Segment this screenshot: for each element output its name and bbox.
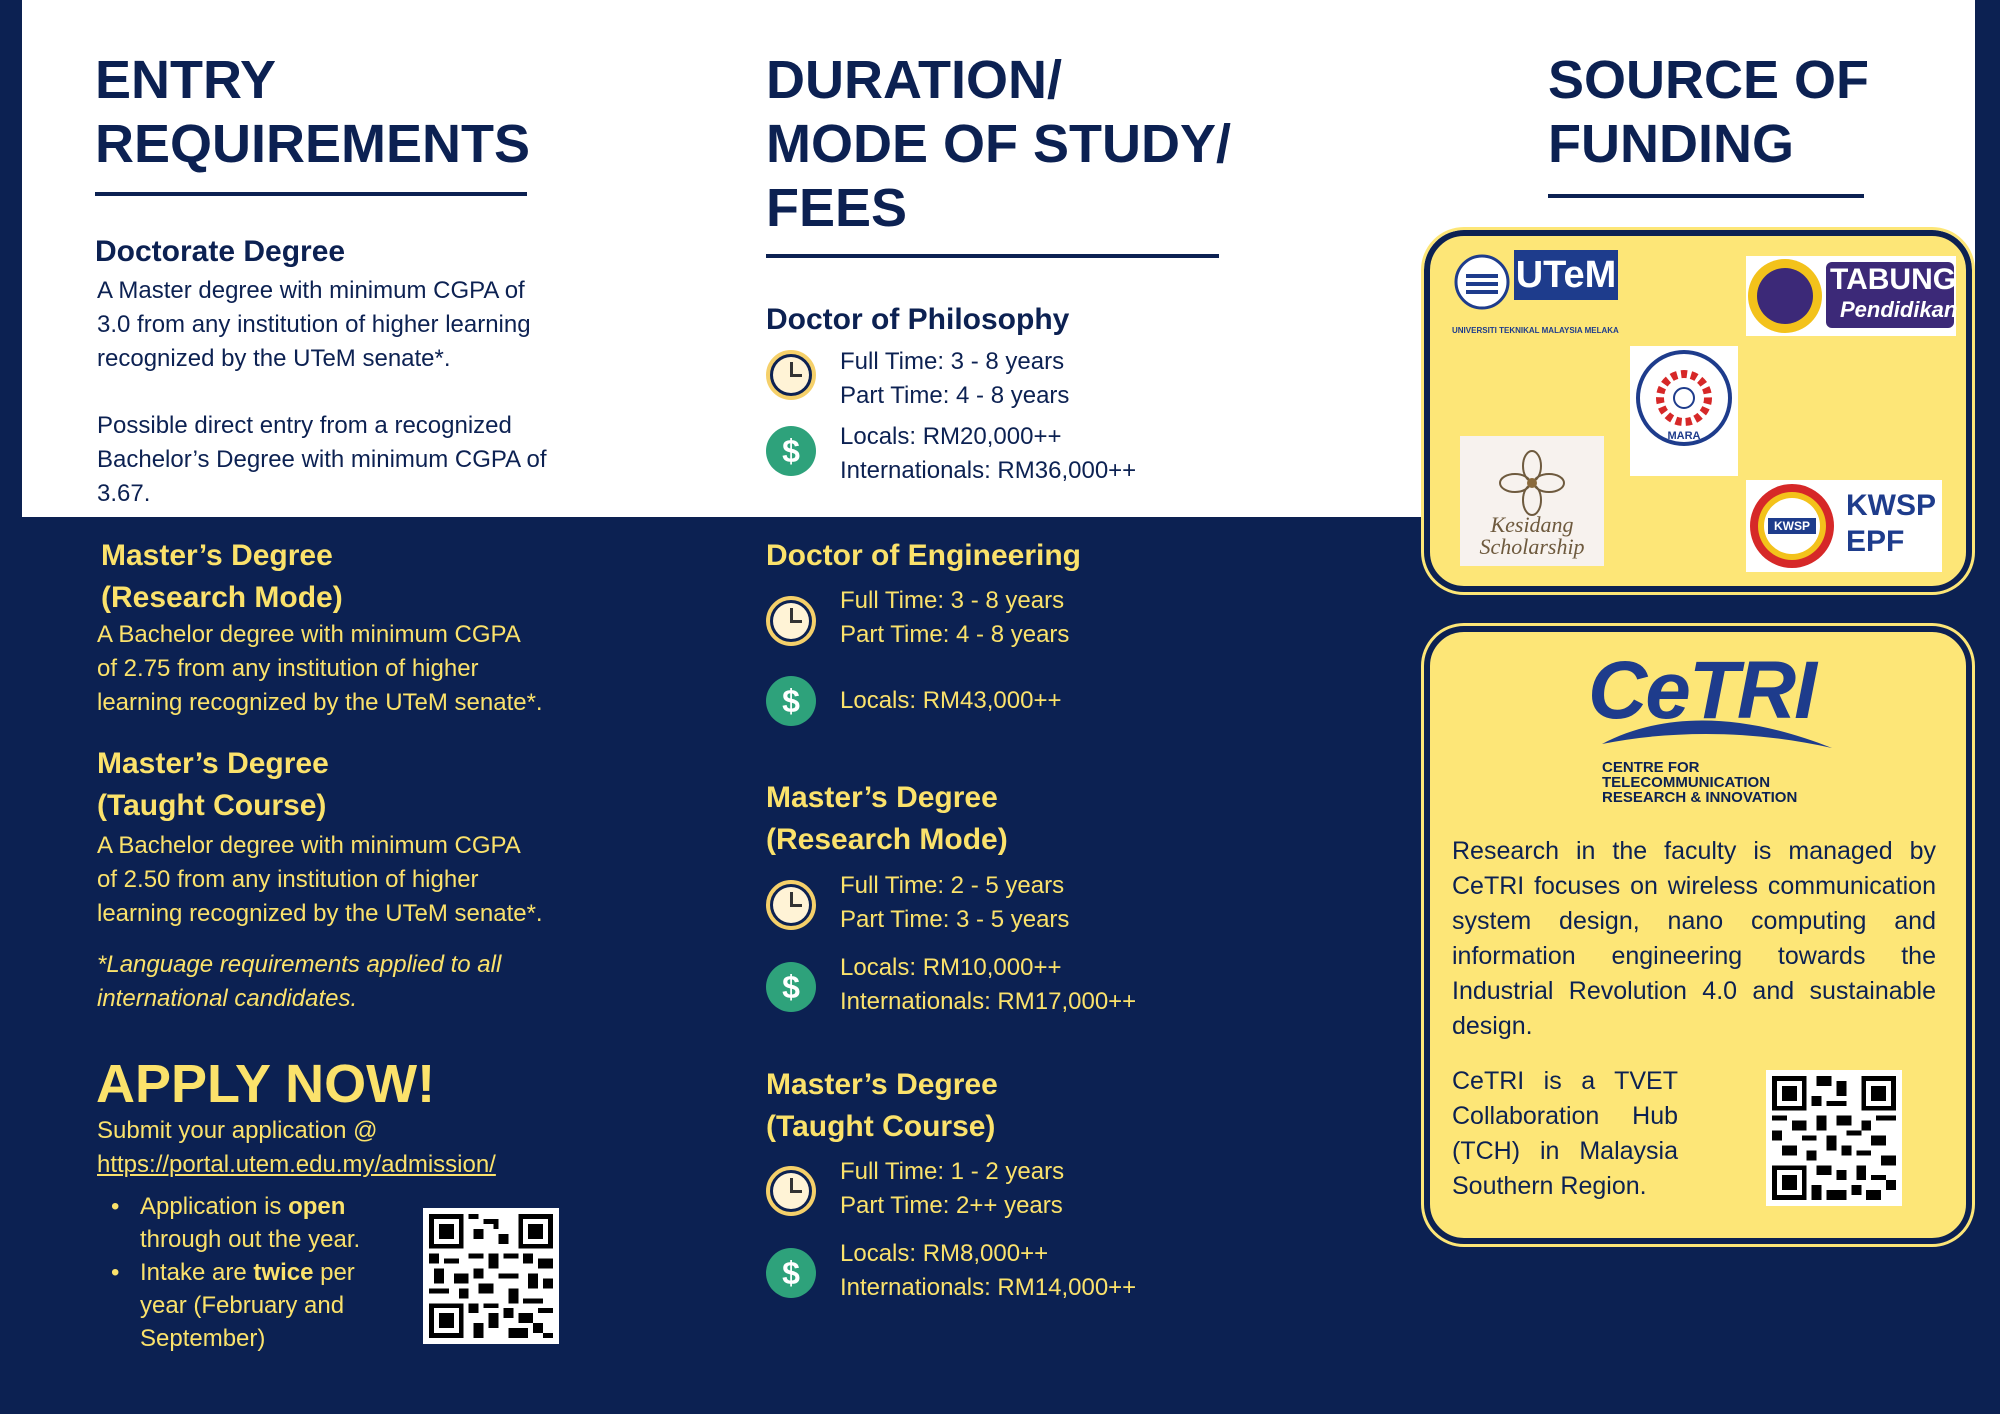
kwsp-seal-text: KWSP — [1774, 519, 1810, 533]
phd-fees — [840, 420, 1136, 488]
cetri-wordmark: CeTRI — [1588, 645, 1815, 736]
kwsp-epf-logo — [1746, 480, 1942, 572]
duration-heading — [766, 48, 1231, 240]
master-taught-duration — [840, 1155, 1064, 1223]
title-line: (Research Mode) — [101, 581, 343, 614]
text-line: Full Time: 2 - 5 years — [840, 872, 1065, 899]
entry-requirements-heading — [95, 48, 530, 176]
heading-underline — [766, 254, 1219, 258]
pendidikan-text: Pendidikan — [1840, 297, 1958, 322]
dollar-icon: $ — [766, 962, 816, 1012]
text-line: Bachelor’s Degree with minimum CGPA of — [97, 446, 547, 473]
utem-wordmark: UTeM — [1514, 250, 1618, 300]
text-line: recognized by the UTeM senate*. — [97, 345, 451, 372]
text-line: of 2.75 from any institution of higher — [97, 655, 479, 682]
title-line: Master’s Degree — [766, 781, 998, 814]
master-taught-fees — [840, 1237, 1136, 1305]
kesidang-text — [1460, 514, 1604, 558]
text-line: A Bachelor degree with minimum CGPA — [97, 621, 521, 648]
title-line: (Taught Course) — [97, 789, 327, 822]
text-line: learning recognized by the UTeM senate*. — [97, 900, 543, 927]
clock-icon — [766, 1166, 816, 1216]
mara-logo — [1630, 346, 1738, 476]
bullet-bold: open — [288, 1193, 346, 1220]
qr-code-icon — [1772, 1076, 1896, 1200]
text-line: A Bachelor degree with minimum CGPA — [97, 832, 521, 859]
text-line: *Language requirements applied to all — [97, 951, 502, 978]
mara-text: MARA — [1667, 430, 1701, 442]
cetri-logo — [1582, 645, 1842, 806]
master-taught-text — [97, 829, 543, 931]
text-line: A Master degree with minimum CGPA of — [97, 277, 525, 304]
text-line: 3.0 from any institution of higher learning — [97, 311, 531, 338]
title-line: Master’s Degree — [766, 1068, 998, 1101]
qr-code-icon — [429, 1214, 553, 1338]
deng-title: Doctor of Engineering — [766, 539, 1081, 572]
admission-portal-link[interactable]: https://portal.utem.edu.my/admission/ — [97, 1151, 496, 1178]
heading-line: ENTRY — [95, 50, 277, 110]
cetri-qr-code[interactable] — [1766, 1070, 1902, 1206]
direct-entry-text — [97, 409, 547, 511]
clock-icon — [766, 596, 816, 646]
language-note — [97, 948, 501, 1016]
cetri-tvet-text: CeTRI is a TVET Collaboration Hub (TCH) in Malaysia Southern Region. — [1452, 1067, 1678, 1200]
text-line: Part Time: 2++ years — [840, 1192, 1063, 1219]
epf-text: EPF — [1846, 525, 1905, 558]
apply-now-title: APPLY NOW! — [96, 1054, 436, 1114]
bullet-text: year (February and — [140, 1292, 345, 1319]
tabung-text: TABUNG — [1830, 263, 1957, 296]
tabung-pendidikan-logo — [1746, 256, 1956, 336]
left-edge-strip — [0, 0, 22, 517]
text-line: Submit your application @ — [97, 1117, 378, 1144]
intake-bullets — [97, 1190, 427, 1355]
clock-icon — [766, 350, 816, 400]
master-research-title — [101, 535, 343, 619]
text-line: Part Time: 4 - 8 years — [840, 382, 1070, 409]
text-line: learning recognized by the UTeM senate*. — [97, 689, 543, 716]
text-line: of 2.50 from any institution of higher — [97, 866, 479, 893]
utem-emblem-icon — [1452, 252, 1512, 312]
deng-fees — [840, 684, 1061, 718]
text-line: Full Time: 3 - 8 years — [840, 348, 1065, 375]
text-line: Scholarship — [1479, 534, 1585, 559]
bullet-text: Application is — [140, 1193, 289, 1220]
text-line: Full Time: 3 - 8 years — [840, 587, 1065, 614]
text-line: Part Time: 3 - 5 years — [840, 906, 1070, 933]
utem-logo — [1452, 248, 1622, 340]
text-line: Locals: RM20,000++ — [840, 423, 1062, 450]
cetri-description: Research in the faculty is managed by CeTRI focuses on wireless communication system design, nano computing and information engineering towards the Industrial Revolution 4.0 and sustainable design. — [1452, 837, 1936, 1040]
text-line: TELECOMMUNICATION — [1602, 774, 1771, 791]
utem-subtitle: UNIVERSITI TEKNIKAL MALAYSIA MELAKA — [1452, 326, 1619, 335]
heading-line: REQUIREMENTS — [95, 114, 531, 174]
title-line: Master’s Degree — [97, 747, 329, 780]
apply-instructions — [97, 1114, 496, 1182]
text-line: Locals: RM10,000++ — [840, 954, 1062, 981]
deng-duration — [840, 584, 1069, 652]
right-edge-strip — [1975, 0, 2000, 517]
funding-logos-panel — [1424, 230, 1972, 592]
heading-underline — [1548, 194, 1864, 198]
kwsp-text: KWSP — [1846, 489, 1936, 522]
bullet-text: through out the year. — [140, 1226, 361, 1253]
apply-qr-code[interactable] — [423, 1208, 559, 1344]
bullet-text: September) — [140, 1325, 266, 1352]
ptptn-seal-icon — [1746, 257, 1824, 335]
phd-duration — [840, 345, 1069, 413]
phd-title: Doctor of Philosophy — [766, 303, 1070, 336]
title-line: Master’s Degree — [101, 539, 333, 572]
dollar-icon: $ — [766, 1248, 816, 1298]
heading-underline — [95, 192, 527, 196]
master-taught-prog-title — [766, 1064, 998, 1148]
text-line: 3.67. — [97, 480, 151, 507]
clock-icon — [766, 880, 816, 930]
cetri-panel — [1424, 626, 1972, 1244]
bullet-text: Intake are — [140, 1259, 254, 1286]
heading-line: DURATION/ — [766, 50, 1062, 110]
text-line: international candidates. — [97, 985, 358, 1012]
text-line: Part Time: 4 - 8 years — [840, 621, 1070, 648]
list-item — [97, 1190, 427, 1256]
master-research-fees — [840, 951, 1136, 1019]
cetri-full-name — [1602, 760, 1797, 805]
master-research-prog-title — [766, 777, 1008, 861]
text-line: Internationals: RM17,000++ — [840, 988, 1137, 1015]
bullet-text: per — [313, 1259, 355, 1286]
heading-line: MODE OF STUDY/ — [766, 114, 1232, 174]
text-line: RESEARCH & INNOVATION — [1602, 789, 1798, 806]
funding-heading — [1548, 48, 1869, 176]
kwsp-seal-icon — [1748, 482, 1836, 570]
master-research-duration — [840, 869, 1069, 937]
text-line: Possible direct entry from a recognized — [97, 412, 512, 439]
text-line: Internationals: RM14,000++ — [840, 1274, 1137, 1301]
title-line: (Taught Course) — [766, 1110, 996, 1143]
title-line: (Research Mode) — [766, 823, 1008, 856]
heading-line: FEES — [766, 178, 908, 238]
master-taught-title — [97, 743, 329, 827]
text-line: Kesidang — [1490, 512, 1574, 537]
dollar-icon: $ — [766, 426, 816, 476]
text-line: Internationals: RM36,000++ — [840, 457, 1137, 484]
list-item — [97, 1256, 427, 1355]
kesidang-scholarship-logo — [1460, 436, 1604, 566]
text-line: Locals: RM8,000++ — [840, 1240, 1049, 1267]
doctorate-title: Doctorate Degree — [95, 235, 346, 268]
dollar-icon: $ — [766, 676, 816, 726]
flower-icon — [1497, 448, 1567, 518]
doctorate-text — [97, 274, 531, 376]
bullet-bold: twice — [253, 1259, 314, 1286]
text-line: Full Time: 1 - 2 years — [840, 1158, 1065, 1185]
text-line: Locals: RM43,000++ — [840, 687, 1062, 714]
text-line: CENTRE FOR — [1602, 759, 1700, 776]
heading-line: FUNDING — [1548, 114, 1794, 174]
master-research-text — [97, 618, 543, 720]
heading-line: SOURCE OF — [1548, 50, 1870, 110]
